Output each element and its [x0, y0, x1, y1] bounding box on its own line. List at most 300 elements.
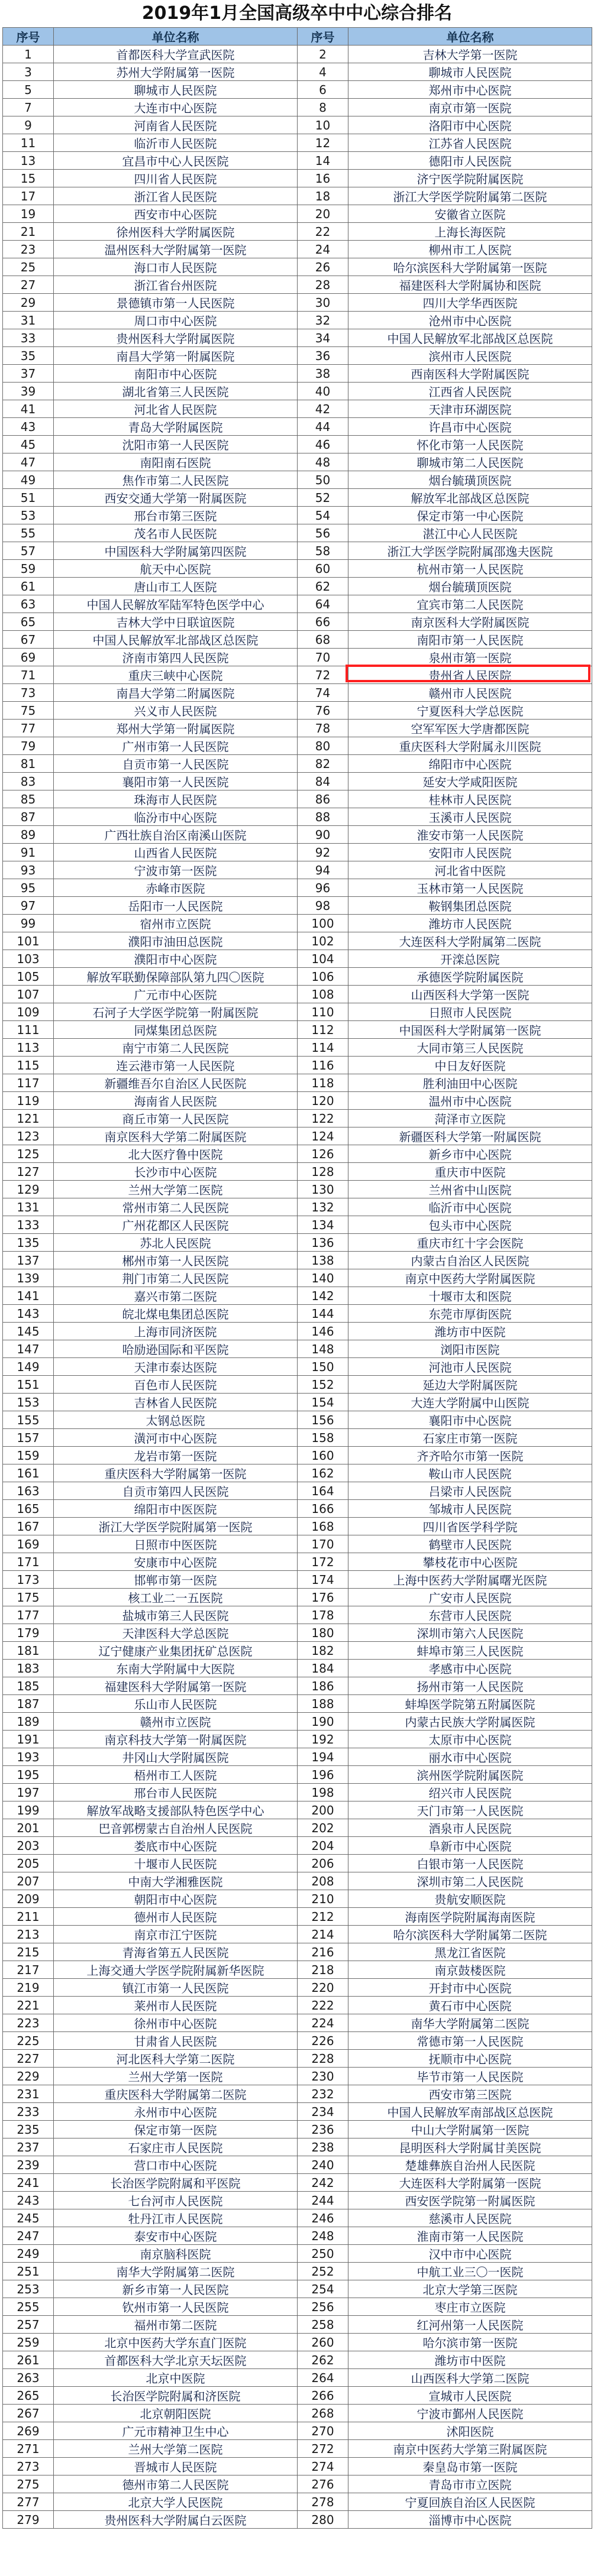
rank-number: 161: [3, 1464, 54, 1482]
rank-number: 74: [298, 684, 348, 702]
hospital-name: 安徽省立医院: [348, 205, 592, 223]
hospital-name: 开滦总医院: [348, 950, 592, 968]
hospital-name: 自贡市第四人民医院: [54, 1482, 298, 1500]
rank-number: 127: [3, 1163, 54, 1181]
table-row: [3, 1535, 592, 1553]
hospital-name: 南华大学附属第二医院: [348, 2014, 592, 2032]
rank-number: 16: [298, 170, 348, 187]
rank-number: 169: [3, 1535, 54, 1553]
rank-number: 52: [298, 489, 348, 507]
hospital-name: 贵州医科大学附属医院: [54, 329, 298, 347]
rank-number: 83: [3, 773, 54, 790]
table-row: [3, 613, 592, 631]
hospital-name: 重庆三峡中心医院: [54, 666, 298, 684]
hospital-name: 上海中医药大学附属曙光医院: [348, 1571, 592, 1589]
hospital-name: 周口市中心医院: [54, 312, 298, 329]
rank-number: 53: [3, 507, 54, 524]
rank-number: 92: [298, 844, 348, 861]
table-row: [3, 2192, 592, 2209]
rank-number: 210: [298, 1890, 348, 1908]
table-row: [3, 844, 592, 861]
rank-number: 19: [3, 205, 54, 223]
rank-number: 214: [298, 1926, 348, 1943]
table-row: [3, 2458, 592, 2475]
hospital-name: 郴州市第一人民医院: [54, 1252, 298, 1269]
rank-number: 237: [3, 2138, 54, 2156]
rank-number: 56: [298, 524, 348, 542]
table-row: [3, 702, 592, 720]
hospital-name: 哈尔滨市第一医院: [348, 2334, 592, 2351]
rank-number: 46: [298, 436, 348, 453]
rank-number: 274: [298, 2458, 348, 2475]
rank-number: 215: [3, 1943, 54, 1961]
hospital-name: 北京中医药大学东直门医院: [54, 2334, 298, 2351]
table-row: [3, 329, 592, 347]
header-no-right: 序号: [298, 28, 348, 46]
rank-number: 10: [298, 116, 348, 134]
hospital-name: 贵州省人民医院: [348, 666, 592, 684]
rank-number: 124: [298, 1127, 348, 1145]
rank-number: 76: [298, 702, 348, 720]
hospital-name: 濮阳市油田总医院: [54, 932, 298, 950]
table-row: [3, 1074, 592, 1092]
hospital-name: 钦州市第一人民医院: [54, 2298, 298, 2316]
table-row: [3, 2103, 592, 2121]
rank-number: 104: [298, 950, 348, 968]
hospital-name: 大同市第三人民医院: [348, 1039, 592, 1057]
rank-number: 86: [298, 790, 348, 808]
hospital-name: 重庆医科大学附属第一医院: [54, 1464, 298, 1482]
table-row: [3, 1961, 592, 1979]
hospital-name: 邯郸市第一医院: [54, 1571, 298, 1589]
rank-number: 88: [298, 808, 348, 826]
table-row: [3, 400, 592, 418]
table-row: [3, 1411, 592, 1429]
hospital-name: 长沙市中心医院: [54, 1163, 298, 1181]
rank-number: 168: [298, 1518, 348, 1535]
rank-number: 102: [298, 932, 348, 950]
rank-number: 197: [3, 1784, 54, 1801]
hospital-name: 青岛大学附属医院: [54, 418, 298, 436]
rank-number: 234: [298, 2103, 348, 2121]
rank-number: 277: [3, 2493, 54, 2511]
hospital-name: 赣州市人民医院: [348, 684, 592, 702]
table-row: [3, 2334, 592, 2351]
hospital-name: 核工业二一五医院: [54, 1589, 298, 1606]
hospital-name: 朝阳市中心医院: [54, 1890, 298, 1908]
table-row: [3, 1589, 592, 1606]
rank-number: 33: [3, 329, 54, 347]
hospital-name: 中山大学附属第一医院: [348, 2121, 592, 2138]
rank-number: 84: [298, 773, 348, 790]
table-row: [3, 507, 592, 524]
header-name-left: 单位名称: [54, 28, 298, 46]
page-title: 2019年1月全国高级卒中中心综合排名: [141, 3, 453, 24]
hospital-name: 龙岩市第一医院: [54, 1447, 298, 1464]
rank-number: 70: [298, 649, 348, 666]
rank-number: 41: [3, 400, 54, 418]
hospital-name: 南京脑科医院: [54, 2245, 298, 2263]
rank-number: 258: [298, 2316, 348, 2334]
rank-number: 149: [3, 1358, 54, 1376]
table-row: [3, 2316, 592, 2334]
hospital-name: 常州市第二人民医院: [54, 1198, 298, 1216]
rank-number: 279: [3, 2511, 54, 2529]
table-row: [3, 1766, 592, 1784]
rank-number: 166: [298, 1500, 348, 1518]
hospital-name: 七台河市人民医院: [54, 2192, 298, 2209]
table-row: [3, 773, 592, 790]
table-row: [3, 436, 592, 453]
rank-number: 163: [3, 1482, 54, 1500]
rank-number: 137: [3, 1252, 54, 1269]
rank-number: 75: [3, 702, 54, 720]
table-row: [3, 684, 592, 702]
hospital-name: 商丘市第一人民医院: [54, 1110, 298, 1127]
table-row: [3, 1908, 592, 1926]
table-row: [3, 2245, 592, 2263]
hospital-name: 兰州大学第二医院: [54, 1181, 298, 1198]
rank-number: 45: [3, 436, 54, 453]
rank-number: 89: [3, 826, 54, 844]
hospital-name: 淮安市第一人民医院: [348, 826, 592, 844]
rank-number: 174: [298, 1571, 348, 1589]
rank-number: 71: [3, 666, 54, 684]
rank-number: 186: [298, 1677, 348, 1695]
rank-number: 204: [298, 1837, 348, 1855]
rank-number: 120: [298, 1092, 348, 1110]
hospital-name: 广州市第一人民医院: [54, 737, 298, 755]
hospital-name: 盐城市第三人民医院: [54, 1606, 298, 1624]
rank-number: 58: [298, 542, 348, 560]
rank-number: 180: [298, 1624, 348, 1642]
hospital-name: 临沂市中心医院: [348, 1198, 592, 1216]
rank-number: 203: [3, 1837, 54, 1855]
hospital-name: 秦皇岛市第一医院: [348, 2458, 592, 2475]
hospital-name: 上海市同济医院: [54, 1323, 298, 1340]
hospital-name: 承德医学院附属医院: [348, 968, 592, 986]
table-row: [3, 968, 592, 986]
hospital-name: 河北省人民医院: [54, 400, 298, 418]
rank-number: 128: [298, 1163, 348, 1181]
table-row: [3, 2156, 592, 2174]
table-row: [3, 1057, 592, 1074]
hospital-name: 苏北人民医院: [54, 1234, 298, 1252]
rank-number: 232: [298, 2085, 348, 2103]
table-row: [3, 170, 592, 187]
hospital-name: 皖北煤电集团总医院: [54, 1305, 298, 1323]
rank-number: 269: [3, 2422, 54, 2440]
hospital-name: 嘉兴市第二医院: [54, 1287, 298, 1305]
hospital-name: 江西省人民医院: [348, 383, 592, 400]
hospital-name: 河北医科大学第二医院: [54, 2050, 298, 2068]
hospital-name: 吉林大学中日联谊医院: [54, 613, 298, 631]
rank-number: 125: [3, 1145, 54, 1163]
table-row: [3, 808, 592, 826]
rank-number: 63: [3, 595, 54, 613]
rank-number: 23: [3, 241, 54, 258]
hospital-name: 深圳市第二人民医院: [348, 1872, 592, 1890]
hospital-name: 晋城市人民医院: [54, 2458, 298, 2475]
rank-number: 31: [3, 312, 54, 329]
rank-number: 25: [3, 258, 54, 276]
hospital-name: 首都医科大学宣武医院: [54, 46, 298, 63]
hospital-name: 赤峰市医院: [54, 879, 298, 897]
table-row: [3, 720, 592, 737]
rank-number: 130: [298, 1181, 348, 1198]
hospital-name: 宁波市第一医院: [54, 861, 298, 879]
rank-number: 138: [298, 1252, 348, 1269]
table-row: [3, 2227, 592, 2245]
table-row: [3, 2174, 592, 2192]
rank-number: 90: [298, 826, 348, 844]
rank-number: 146: [298, 1323, 348, 1340]
rank-number: 252: [298, 2263, 348, 2280]
table-row: [3, 1234, 592, 1252]
hospital-name: 新乡市第一人民医院: [54, 2280, 298, 2298]
rank-number: 194: [298, 1748, 348, 1766]
hospital-name: 太原市中心医院: [348, 1731, 592, 1748]
hospital-name: 宿州市立医院: [54, 915, 298, 932]
table-row: [3, 1979, 592, 1997]
rank-number: 205: [3, 1855, 54, 1872]
rank-number: 1: [3, 46, 54, 63]
table-row: [3, 1039, 592, 1057]
hospital-name: 石家庄市人民医院: [54, 2138, 298, 2156]
table-row: [3, 223, 592, 241]
hospital-name: 贵航安顺医院: [348, 1890, 592, 1908]
table-row: [3, 1713, 592, 1731]
rank-number: 228: [298, 2050, 348, 2068]
table-header-row: [3, 28, 592, 46]
hospital-name: 宁夏医科大学总医院: [348, 702, 592, 720]
table-row: [3, 1855, 592, 1872]
rank-number: 245: [3, 2209, 54, 2227]
hospital-name: 南京市江宁医院: [54, 1926, 298, 1943]
rank-number: 273: [3, 2458, 54, 2475]
hospital-name: 浙江大学医学院附属第二医院: [348, 187, 592, 205]
hospital-name: 山西医科大学第一医院: [348, 986, 592, 1003]
table-row: [3, 294, 592, 312]
rank-number: 278: [298, 2493, 348, 2511]
rank-number: 223: [3, 2014, 54, 2032]
rank-number: 267: [3, 2405, 54, 2422]
rank-number: 236: [298, 2121, 348, 2138]
hospital-name: 哈尔滨医科大学附属第一医院: [348, 258, 592, 276]
rank-number: 239: [3, 2156, 54, 2174]
hospital-name: 聊城市人民医院: [348, 63, 592, 81]
hospital-name: 东营市人民医院: [348, 1606, 592, 1624]
hospital-name: 焦作市第二人民医院: [54, 471, 298, 489]
hospital-name: 南阳市第一人民医院: [348, 631, 592, 649]
rank-number: 221: [3, 1997, 54, 2014]
rank-number: 64: [298, 595, 348, 613]
rank-number: 227: [3, 2050, 54, 2068]
rank-number: 170: [298, 1535, 348, 1553]
table-row: [3, 1021, 592, 1039]
hospital-name: 南京医科大学第二附属医院: [54, 1127, 298, 1145]
table-row: [3, 1695, 592, 1713]
hospital-name: 解放军战略支援部队特色医学中心: [54, 1801, 298, 1819]
hospital-name: 辽宁健康产业集团抚矿总医院: [54, 1642, 298, 1660]
rank-number: 108: [298, 986, 348, 1003]
table-row: [3, 897, 592, 915]
table-row: [3, 1872, 592, 1890]
table-row: [3, 63, 592, 81]
table-row: [3, 542, 592, 560]
rank-number: 224: [298, 2014, 348, 2032]
rank-number: 151: [3, 1376, 54, 1394]
rank-number: 266: [298, 2387, 348, 2405]
hospital-name: 南昌大学第二附属医院: [54, 684, 298, 702]
hospital-name: 白银市第一人民医院: [348, 1855, 592, 1872]
hospital-name: 广州花都区人民医院: [54, 1216, 298, 1234]
hospital-name: 兰州大学第一医院: [54, 2068, 298, 2085]
rank-number: 4: [298, 63, 348, 81]
hospital-name: 大连医科大学附属第一医院: [348, 2174, 592, 2192]
rank-number: 43: [3, 418, 54, 436]
hospital-name: 娄底市中心医院: [54, 1837, 298, 1855]
rank-number: 140: [298, 1269, 348, 1287]
hospital-name: 滨州市人民医院: [348, 347, 592, 365]
hospital-name: 东南大学附属中大医院: [54, 1660, 298, 1677]
hospital-name: 温州市中心医院: [348, 1092, 592, 1110]
rank-number: 207: [3, 1872, 54, 1890]
hospital-name: 郑州市中心医院: [348, 81, 592, 99]
rank-number: 216: [298, 1943, 348, 1961]
rank-number: 199: [3, 1801, 54, 1819]
table-row: [3, 2475, 592, 2493]
table-row: [3, 2387, 592, 2405]
rank-number: 184: [298, 1660, 348, 1677]
table-row: [3, 524, 592, 542]
rank-number: 256: [298, 2298, 348, 2316]
rank-number: 2: [298, 46, 348, 63]
hospital-name: 西安市中心医院: [54, 205, 298, 223]
table-row: [3, 187, 592, 205]
rank-number: 22: [298, 223, 348, 241]
rank-number: 21: [3, 223, 54, 241]
table-row: [3, 2298, 592, 2316]
hospital-name: 哈尔滨医科大学附属第二医院: [348, 1926, 592, 1943]
rank-number: 112: [298, 1021, 348, 1039]
hospital-name: 保定市第一医院: [54, 2121, 298, 2138]
rank-number: 144: [298, 1305, 348, 1323]
hospital-name: 自贡市第一人民医院: [54, 755, 298, 773]
rank-number: 119: [3, 1092, 54, 1110]
hospital-name: 洛阳市中心医院: [348, 116, 592, 134]
table-row: [3, 1340, 592, 1358]
hospital-name: 福建医科大学附属第一医院: [54, 1677, 298, 1695]
table-row: [3, 950, 592, 968]
rank-number: 35: [3, 347, 54, 365]
hospital-name: 潍坊市人民医院: [348, 915, 592, 932]
table-row: [3, 152, 592, 170]
rank-number: 248: [298, 2227, 348, 2245]
hospital-name: 包头市中心医院: [348, 1216, 592, 1234]
table-row: [3, 1287, 592, 1305]
hospital-name: 酒泉市人民医院: [348, 1819, 592, 1837]
rank-number: 162: [298, 1464, 348, 1482]
hospital-name: 杭州市第一人民医院: [348, 560, 592, 578]
hospital-name: 上海交通大学医学院附属新华医院: [54, 1961, 298, 1979]
hospital-name: 济宁医学院附属医院: [348, 170, 592, 187]
rank-number: 29: [3, 294, 54, 312]
table-row: [3, 1518, 592, 1535]
hospital-name: 四川省人民医院: [54, 170, 298, 187]
hospital-name: 兰州省中山医院: [348, 1181, 592, 1198]
table-row: [3, 1216, 592, 1234]
hospital-name: 解放军联勤保障部队第九四〇医院: [54, 968, 298, 986]
rank-number: 249: [3, 2245, 54, 2263]
rank-number: 179: [3, 1624, 54, 1642]
rank-number: 136: [298, 1234, 348, 1252]
rank-number: 195: [3, 1766, 54, 1784]
rank-number: 157: [3, 1429, 54, 1447]
rank-number: 187: [3, 1695, 54, 1713]
hospital-name: 首都医科大学北京天坛医院: [54, 2351, 298, 2369]
hospital-name: 连云港市第一人民医院: [54, 1057, 298, 1074]
hospital-name: 北大医疗鲁中医院: [54, 1145, 298, 1163]
table-row: [3, 99, 592, 116]
table-row: [3, 1819, 592, 1837]
rank-number: 5: [3, 81, 54, 99]
rank-number: 107: [3, 986, 54, 1003]
rank-number: 148: [298, 1340, 348, 1358]
table-row: [3, 383, 592, 400]
table-row: [3, 312, 592, 329]
hospital-name: 广元市精神卫生中心: [54, 2422, 298, 2440]
hospital-name: 宁夏回族自治区人民医院: [348, 2493, 592, 2511]
rank-number: 242: [298, 2174, 348, 2192]
hospital-name: 内蒙古自治区人民医院: [348, 1252, 592, 1269]
table-row: [3, 1394, 592, 1411]
table-row: [3, 2422, 592, 2440]
rank-number: 42: [298, 400, 348, 418]
hospital-name: 中日友好医院: [348, 1057, 592, 1074]
rank-number: 206: [298, 1855, 348, 1872]
rank-number: 241: [3, 2174, 54, 2192]
hospital-name: 黑龙江省医院: [348, 1943, 592, 1961]
hospital-name: 邢台市第三医院: [54, 507, 298, 524]
hospital-name: 聊城市第二人民医院: [348, 453, 592, 471]
hospital-name: 山西省人民医院: [54, 844, 298, 861]
table-row: [3, 666, 592, 684]
rank-number: 113: [3, 1039, 54, 1057]
rank-number: 264: [298, 2369, 348, 2387]
hospital-name: 浙江省人民医院: [54, 187, 298, 205]
hospital-name: 宣城市人民医院: [348, 2387, 592, 2405]
table-row: [3, 790, 592, 808]
hospital-name: 珠海市人民医院: [54, 790, 298, 808]
hospital-name: 山西医科大学第二医院: [348, 2369, 592, 2387]
rank-number: 182: [298, 1642, 348, 1660]
rank-number: 54: [298, 507, 348, 524]
table-row: [3, 116, 592, 134]
hospital-name: 保定市第一中心医院: [348, 507, 592, 524]
hospital-name: 日照市人民医院: [348, 1003, 592, 1021]
hospital-name: 阜新市中心医院: [348, 1837, 592, 1855]
rank-number: 271: [3, 2440, 54, 2458]
hospital-name: 青岛市市立医院: [348, 2475, 592, 2493]
hospital-name: 北京中医院: [54, 2369, 298, 2387]
rank-number: 36: [298, 347, 348, 365]
hospital-name: 茂名市人民医院: [54, 524, 298, 542]
hospital-name: 岳阳市一人民医院: [54, 897, 298, 915]
rank-number: 129: [3, 1181, 54, 1198]
rank-number: 37: [3, 365, 54, 383]
rank-number: 209: [3, 1890, 54, 1908]
